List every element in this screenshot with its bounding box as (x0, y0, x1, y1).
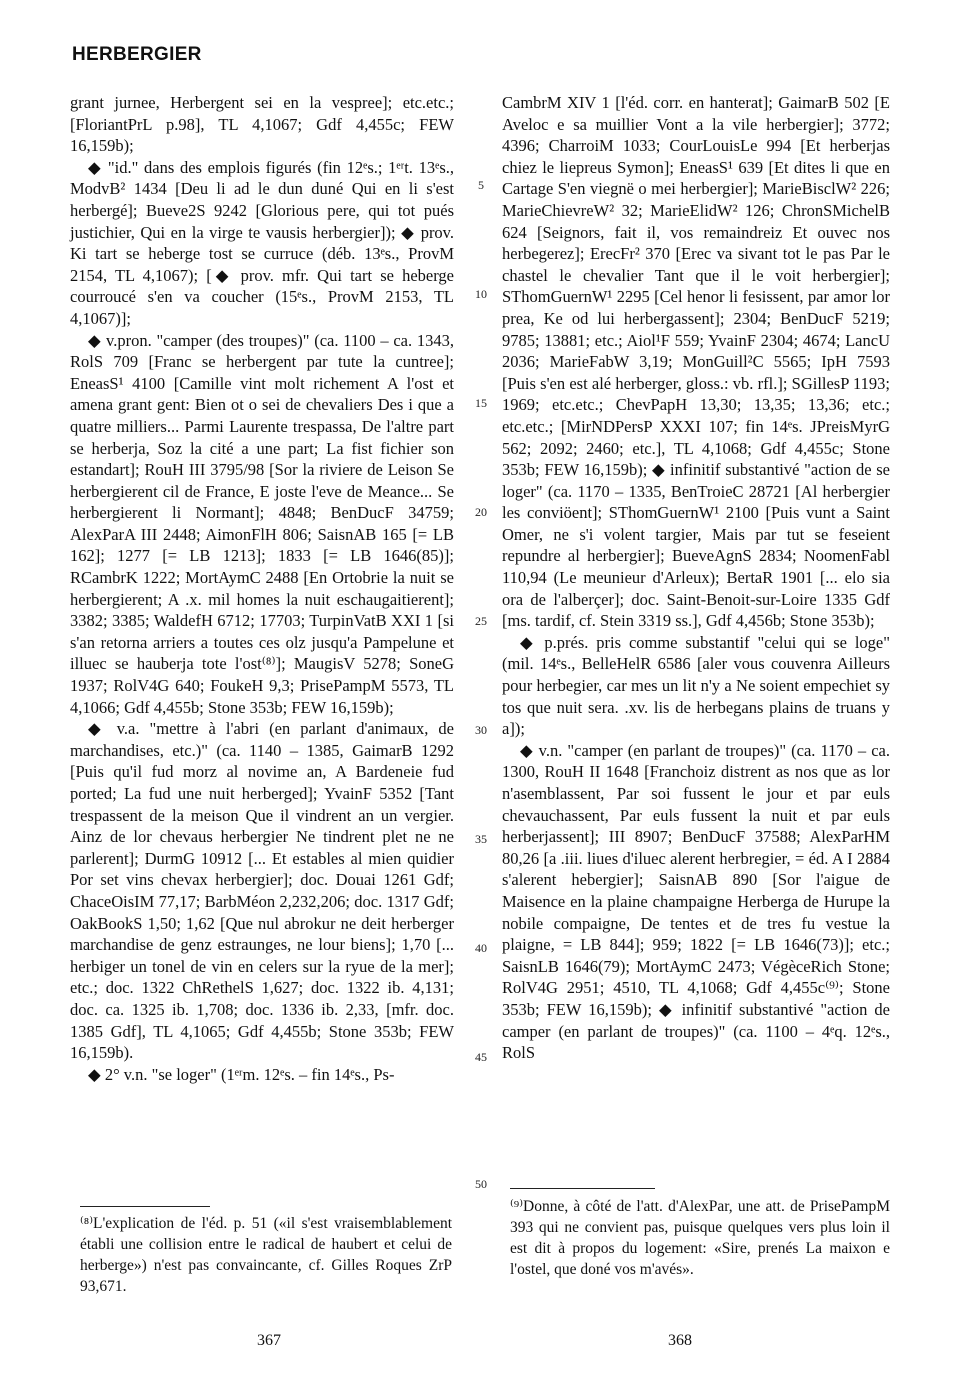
footnote-left-text: ⁽⁸⁾L'explication de l'éd. p. 51 («il s'est vraisemblablement établi une collision entre le radical de haubert et celui de herberge») n'est pas convaincante, cf. Gilles Roques ZrP 93,671. (80, 1215, 452, 1295)
line-number: 15 (475, 396, 487, 410)
page-number-right: 368 (668, 1332, 692, 1349)
footnote-left (80, 1213, 452, 1297)
footnote-rule-left (80, 1206, 210, 1207)
line-number: 50 (475, 1177, 487, 1191)
paragraph-left-3: ◆ v.pron. "camper (des troupes)" (ca. 1100 – ca. 1343, RolS 709 [Franc se herbergent par tute la cuntree]; EneasS¹ 4100 [Camille vint molt richement A l'ost et amena grant gent: Bien ot o sei de chevaliers Des i que a quatre milliers... Parmi Laurente trespassa, De l'altre part se herberja, Soz la cité a une part; La fist fichier son estandart]; RouH III 3795/98 [Sor la riviere de Leison Se herbergierent cil de France, E joste l'eve de Meance... Se herbergierent li Normant]; 4848; BenDucF 34759; AlexParA III 2448; AimonFlH 806; SaisnAB 165 [= LB 162]; 1277 [= LB 1213]; 1833 [= LB 1646(85)]; RCambrK 1222; MortAymC 2488 [En Ortobrie la nuit se herbergierent; A .x. mil homes la nuit eschaugaitierent]; 3382; 3385; WaldefH 6712; 17703; TurpinVatB XXI 1 [si s'an retorna arriers a toutes ces olz jusqu'a Pampelune et illuec se hauberja tote l'ost⁽⁸⁾]; MaugisV 5278; SoneG 1937; RolV4G 640; FoukeH 9,3; PrisePampM 5573, TL 4,1066; Gdf 4,455b; Stone 353b; FEW 16,159b); (70, 330, 454, 717)
paragraph-right-3: ◆ v.n. "camper (en parlant de troupes)" (ca. 1170 – ca. 1300, RouH II 1648 [Franchoiz distrent as nos que as lor n'asemblassent, Par soi fussent le jour et par euls chevauchassent, Par euls fussent la nuit et par euls herberjassent]; III 8907; BenDucF 37588; AlexParHM 80,26 [a .iii. liues d'iluec alerent herbregier, = éd. A I 2884 s'alerent hebergier]; SaisnAB 890 [Sor l'aigue de Maisence en la plaine champaigne Herberga de Hurupe la nobile compaigne, De tentes et de tres fu vestue la plaigne, = LB 844]; 959; 1822 [= LB 1646(73)]; etc.; SaisnLB 1646(79); MortAymC 2473; VégèceRich Stone; RolV4G 2951; 4510, TL 4,1068; Gdf 4,455c⁽⁹⁾; Stone 353b; FEW 16,159b); ◆ infinitif substantivé "action de camper (en parlant de troupes)" (ca. 1100 – 4ᵉq. 12ᵉs., RolS (502, 740, 890, 1063)
line-number: 10 (475, 287, 487, 301)
line-number: 20 (475, 505, 487, 519)
footnote-right-text: ⁽⁹⁾Donne, à côté de l'att. d'AlexPar, une att. de PrisePampM 393 qui ne convient pas, puisque quelques vers plus loin il est dit à propos du logement: «Sire, prenés La maixon e l'ostel, que doné vos m'avés». (510, 1198, 890, 1278)
page-number-left: 367 (257, 1332, 281, 1349)
paragraph-left-5: ◆ 2° v.n. "se loger" (1ᵉʳm. 12ᵉs. – fin 14ᵉs., Ps- (88, 1064, 395, 1084)
right-column (502, 92, 890, 1064)
running-header: HERBERGIER (72, 44, 202, 65)
paragraph-left-1: grant jurnee, Herbergent sei en la vespree]; etc.etc.; [FloriantPrL p.98], TL 4,1067; Gdf 4,455c; FEW 16,159b); (70, 93, 454, 156)
paragraph-right-2: ◆ p.prés. pris comme substantif "celui qui se loge" (mil. 14ᵉs., BelleHelR 6586 [aler vous couvenra Ailleurs pour herbegier, car mes un lit n'y a Ne soient empechiet sy tos que nuit sera. .xv. lis de herbegans plains de truans y a]); (502, 632, 890, 739)
footnote-right (510, 1196, 890, 1280)
line-number: 5 (478, 178, 484, 192)
line-number: 30 (475, 723, 487, 737)
paragraph-left-4: ◆ v.a. "mettre à l'abri (en parlant d'animaux, de marchandises, etc.)" (ca. 1140 – 1385, GaimarB 1292 [Puis qu'il fud morz al novime an, A Bardeneie fud ported; La fud une nuit herberged]; YvainF 5352 [Tant trespassent de la meison Que il vindrent an un vergier. Ainz de lor chevaus herbergier Ne tindrent plet ne ne parlerent]; DurmG 10912 [... Et estables al mien quidier Por set vins chevax herbergier]; doc. Douai 1261 Gdf; ChaceOisIM 77,17; BarbMéon 2,232,206; doc. 1317 Gdf; OakBookS 1,50; 1,62 [Que nul abrokur ne deit herberger marchandise de genz estraunges, ne lour biens]; 1,70 [... herbiger un tonel de vin en celers sur la ryue de la mer]; etc.; doc. 1322 ChRethelS 1,627; doc. 1322 ib. 4,131; doc. ca. 1325 ib. 1,708; doc. 1336 ib. 2,33, [mfr. doc. 1385 Gdf], TL 4,1065; Gdf 4,455b; Stone 353b; FEW 16,159b). (70, 719, 454, 1063)
line-number: 35 (475, 832, 487, 846)
footnote-rule-right (510, 1188, 655, 1189)
left-column (70, 92, 454, 1085)
line-number: 25 (475, 614, 487, 628)
paragraph-right-1: CambrM XIV 1 [l'éd. corr. en hanterat]; GaimarB 502 [E Aveloc e sa muillier Vont a la vile herbergier]; 3772; 4396; CharroiM 1033; CourLouisLe 994 [Et herberjas chiez le liepreus Symon]; EneasS¹ 639 [Et dites li que en Cartage S'en viegnë o mei herbergier]; MarieBisclW² 226; MarieChievreW² 32; MarieElidW² 126; ChronSMichelB 624 [Seignors, fait il, vos remaindreiz Et ouvec nos herbegerez]; ErecFr² 370 [Erec va sivant tot le pas Par le chastel le chevalier Tant que il le voit herbergier]; SThomGuernW¹ 2295 [Cel henor li fesissent, par amor lor prea, Ke od lui herbergassent]; 2304; BenDucF 5219; 9785; 13881; etc.; Aiol¹F 559; YvainF 2304; 4674; LancU 2036; MarieFabW 3,19; MonGuill²C 5565; IpH 7593 [Puis s'en est alé herberger, gloss.: vb. rfl.]; SGillesP 1193; 1969; etc.etc.; ChevPapH 13,30; 13,35; 13,36; etc.; etc.etc.; [MirNDPersP XXXI 107; fin 14ᵉs. JPreisMyrG 562; 2092; 2460; etc.], TL 4,1068; Gdf 4,455c; Stone 353b; FEW 16,159b); ◆ infinitif substantivé "action de se loger" (ca. 1170 – 1335, BenTroieC 28721 [Al herbergier les conviöent]; SThomGuernW¹ 2100 [Puis vunt a Saint Omer, ne s'i volent targier, Mais par tut se feseient repundre al herbergier]; BueveAgnS 2834; NoomenFabl 110,94 (Le meunieur d'Arleux); BertaR 1901 [... elo sia ora de l'alberçer]; doc. Saint-Benoit-sur-Loire 1335 Gdf [ms. tardif, cf. Stein 3319 ss.], Gdf 4,456b; Stone 353b); (502, 93, 890, 631)
line-number: 45 (475, 1050, 487, 1064)
line-number: 40 (475, 941, 487, 955)
paragraph-left-2: ◆ "id." dans des emplois figurés (fin 12ᵉs.; 1ᵉʳt. 13ᵉs., ModvB² 1434 [Deu li ad le dun duné Qui en li s'est herbergé]; Bueve2S 9242 [Glorious pere, qui tot pués justichier, Qui en la virge te vausis herbergier]); ◆ prov. Ki tart se heberge tost se curruce (déb. 13ᵉs., ProvM 2154, TL 4,1067); [◆ prov. mfr. Qui tart se heberge courroucé s'en va coucher (15ᵉs., ProvM 2153, TL 4,1067)]; (70, 157, 454, 328)
